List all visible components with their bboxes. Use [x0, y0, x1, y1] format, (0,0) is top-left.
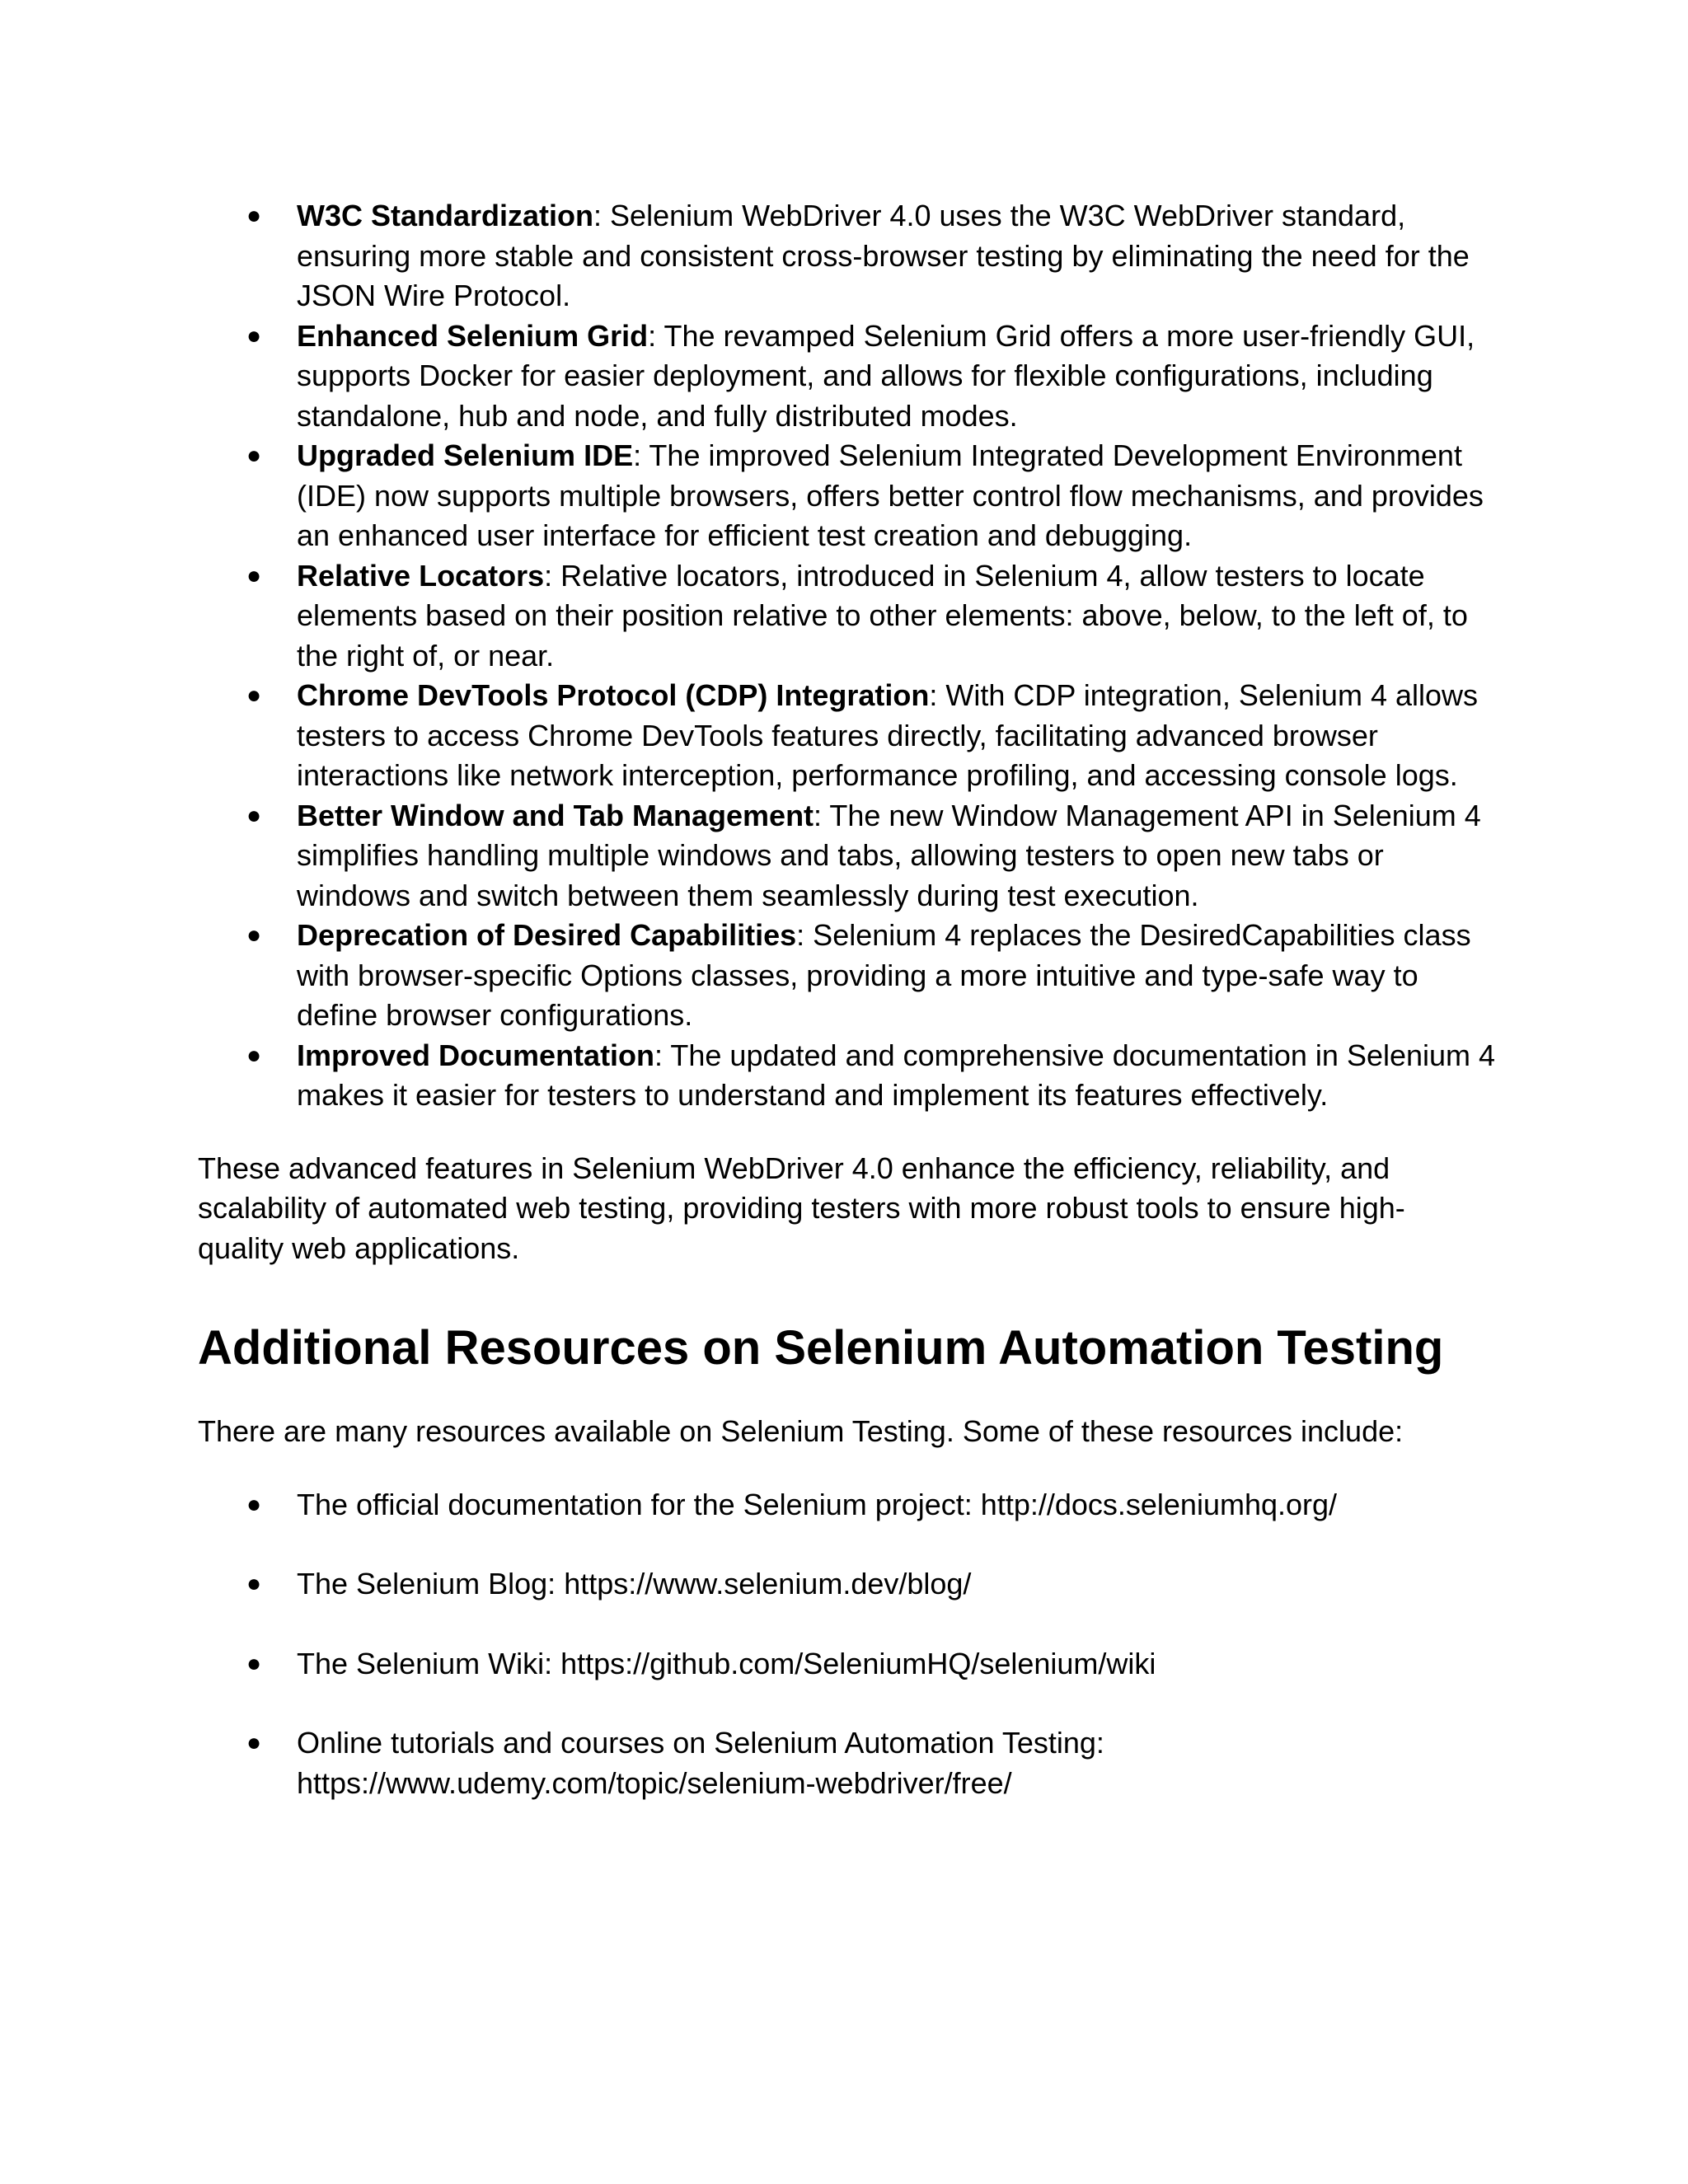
- list-item: [198, 436, 1500, 556]
- list-item: [198, 1036, 1500, 1116]
- list-item: [198, 796, 1500, 916]
- bullet-icon: ●: [246, 321, 262, 349]
- feature-text: : Selenium WebDriver 4.0 uses the W3C WebDriver standard, ensuring more stable and consistent cross-browser testing by eliminating the need for the JSON Wire Protocol.: [297, 199, 1470, 312]
- list-item: [198, 1564, 1500, 1605]
- resource-label: The Selenium Blog:: [297, 1567, 565, 1601]
- feature-text: : The new Window Management API in Selenium 4 simplifies handling multiple windows and tabs, allowing testers to open new tabs or windows and switch between them seamlessly during test execution.: [297, 798, 1481, 912]
- resource-link[interactable]: https://github.com/SeleniumHQ/selenium/wiki: [560, 1646, 1156, 1680]
- bullet-icon: ●: [246, 801, 262, 829]
- feature-text: : The revamped Selenium Grid offers a more user-friendly GUI, supports Docker for easier deployment, and allows for flexible configurations, including standalone, hub and node, and fully distributed modes.: [297, 318, 1475, 433]
- feature-text: : The improved Selenium Integrated Development Environment (IDE) now supports multiple browsers, offers better control flow mechanisms, and provides an enhanced user interface for efficient test creation and debugging.: [297, 438, 1484, 552]
- feature-term: Relative Locators: [297, 558, 545, 593]
- list-item: [198, 556, 1500, 677]
- bullet-icon: ●: [246, 921, 262, 949]
- feature-term: Chrome DevTools Protocol (CDP) Integration: [297, 678, 930, 712]
- bullet-icon: ●: [246, 682, 262, 709]
- features-list: [198, 196, 1500, 1116]
- list-item: [198, 676, 1500, 796]
- feature-term: Deprecation of Desired Capabilities: [297, 918, 797, 952]
- resource-link[interactable]: https://www.selenium.dev/blog/: [564, 1567, 972, 1601]
- list-item: [198, 316, 1500, 437]
- summary-paragraph: These advanced features in Selenium WebDriver 4.0 enhance the efficiency, reliability, and scalability of automated web testing, providing testers with more robust tools to ensure high-quality web applications.: [198, 1151, 1405, 1265]
- list-item: [198, 1723, 1500, 1803]
- feature-text: : Selenium 4 replaces the DesiredCapabilities class with browser-specific Options classes, providing a more intuitive and type-safe way to define browser configurations.: [297, 918, 1471, 1032]
- feature-text: : The updated and comprehensive documentation in Selenium 4 makes it easier for testers to understand and implement its features effectively.: [297, 1038, 1496, 1112]
- feature-term: Improved Documentation: [297, 1038, 655, 1072]
- bullet-icon: ●: [246, 1649, 262, 1677]
- feature-term: Better Window and Tab Management: [297, 798, 814, 832]
- resource-link[interactable]: https://www.udemy.com/topic/selenium-webdriver/free/: [297, 1765, 1012, 1800]
- bullet-icon: ●: [246, 561, 262, 589]
- bullet-icon: ●: [246, 1041, 262, 1069]
- document-page: [198, 196, 1500, 1843]
- resource-label: Online tutorials and courses on Selenium Automation Testing:: [297, 1726, 1104, 1760]
- list-item: [198, 1485, 1500, 1526]
- feature-term: Enhanced Selenium Grid: [297, 318, 649, 353]
- feature-term: W3C Standardization: [297, 199, 594, 232]
- resource-label: The official documentation for the Selenium project:: [297, 1487, 981, 1521]
- list-item: [198, 196, 1500, 316]
- bullet-icon: ●: [246, 202, 262, 229]
- bullet-icon: ●: [246, 442, 262, 469]
- bullet-icon: ●: [246, 1570, 262, 1597]
- feature-text: : Relative locators, introduced in Selenium 4, allow testers to locate elements based on their position relative to other elements: above, below, to the left of, to the right of, or near.: [297, 558, 1468, 673]
- feature-term: Upgraded Selenium IDE: [297, 438, 634, 472]
- resources-list: [198, 1485, 1500, 1804]
- intro-paragraph: There are many resources available on Selenium Testing. Some of these resources include:: [198, 1414, 1404, 1448]
- resource-label: The Selenium Wiki:: [297, 1646, 561, 1680]
- feature-text: : With CDP integration, Selenium 4 allows testers to access Chrome DevTools features directly, facilitating advanced browser interactions like network interception, performance profiling, and accessing console logs.: [297, 678, 1479, 792]
- bullet-icon: ●: [246, 1729, 262, 1756]
- list-item: [198, 916, 1500, 1036]
- resource-link[interactable]: http://docs.seleniumhq.org/: [980, 1487, 1338, 1521]
- section-title: Additional Resources on Selenium Automation Testing: [198, 1321, 1444, 1375]
- bullet-icon: ●: [246, 1490, 262, 1518]
- list-item: [198, 1644, 1500, 1685]
